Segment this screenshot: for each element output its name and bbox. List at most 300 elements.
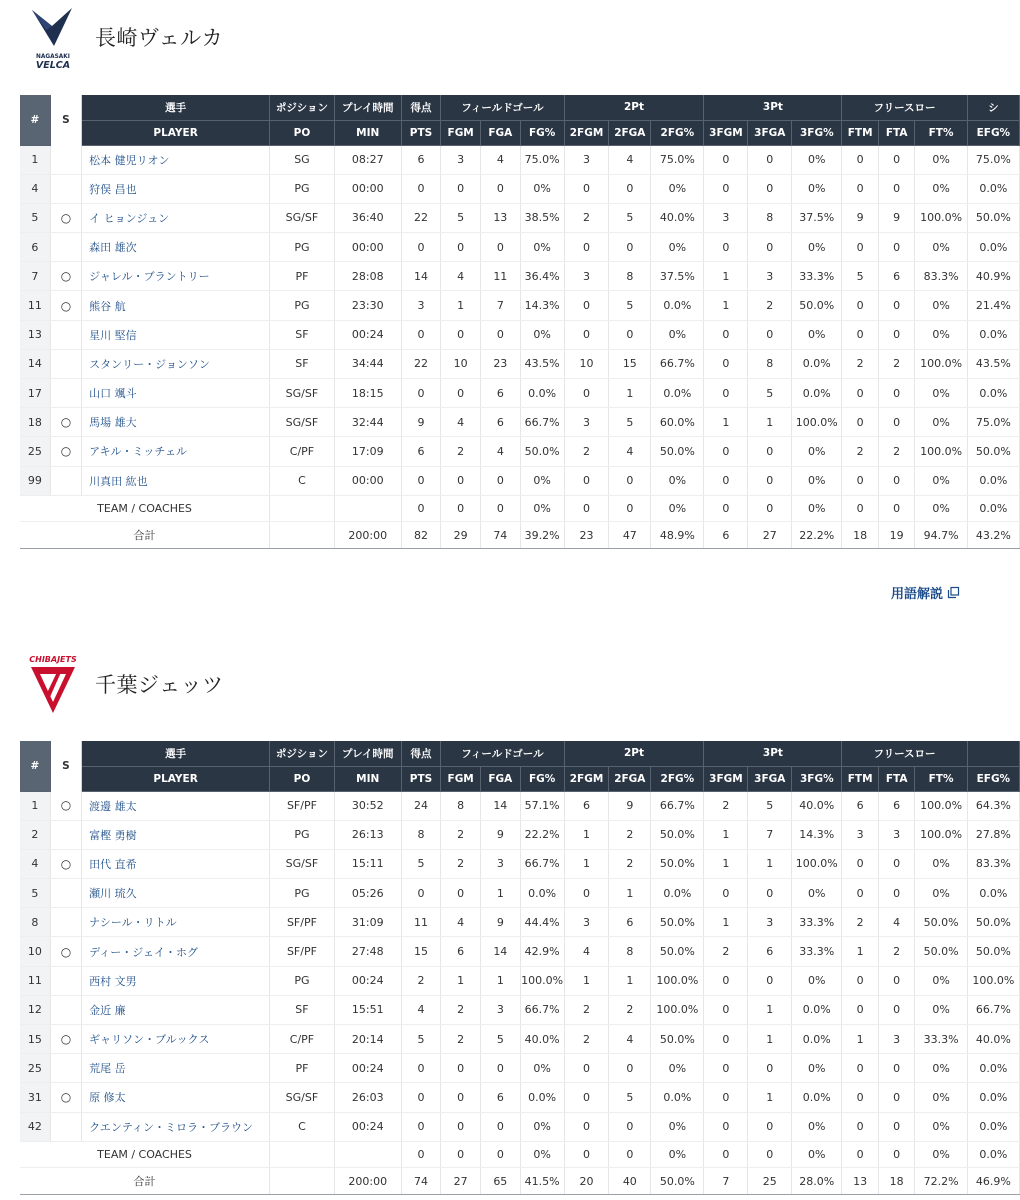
stat-cell: 0: [480, 1141, 520, 1168]
player-row: [20, 233, 1020, 262]
total-pos: [270, 1168, 335, 1195]
team-section-chibajets: [0, 645, 1015, 1188]
stat-cell: 0: [878, 849, 915, 878]
player-name-link[interactable]: 富樫 勇樹: [82, 820, 270, 849]
total-minutes: 200:00: [334, 1168, 401, 1195]
player-number: 14: [20, 349, 50, 378]
stat-cell: 0: [748, 233, 792, 262]
stat-cell: 11: [401, 908, 441, 937]
stat-cell: 0: [842, 849, 879, 878]
stat-cell: 0.0%: [792, 1025, 842, 1054]
team-coaches-pos: [270, 495, 335, 522]
velca-logo-top-text: NAGASAKI: [36, 54, 70, 60]
player-number: 25: [20, 437, 50, 466]
stat-cell: 1: [704, 849, 748, 878]
stat-cell: 0%: [792, 233, 842, 262]
player-name-link[interactable]: 渡邊 雄太: [82, 791, 270, 820]
stat-cell: 50.0%: [915, 908, 967, 937]
stat-cell: 50.0%: [792, 291, 842, 320]
col-header-3fga: 3FGA: [748, 766, 792, 791]
player-row: [20, 879, 1020, 908]
stat-cell: 2: [441, 437, 481, 466]
stat-cell: 0: [564, 879, 609, 908]
stat-cell: 33.3%: [792, 908, 842, 937]
stat-cell: 94.7%: [915, 522, 967, 549]
stat-cell: 3: [564, 262, 609, 291]
col-group-shooting: シ: [967, 95, 1019, 120]
stat-cell: 0: [441, 495, 481, 522]
col-header-fgpct: FG%: [520, 120, 564, 145]
stat-cell: 1: [441, 966, 481, 995]
team-coaches-label: TEAM / COACHES: [20, 495, 270, 522]
player-name-link[interactable]: 馬場 雄大: [82, 408, 270, 437]
player-position: C/PF: [270, 437, 335, 466]
stat-cell: 0: [878, 233, 915, 262]
player-name-link[interactable]: 西村 文男: [82, 966, 270, 995]
player-position: SF: [270, 995, 335, 1024]
stat-cell: 74: [401, 1168, 441, 1195]
col-group-3pt: 3Pt: [704, 741, 842, 766]
stat-cell: 0: [748, 437, 792, 466]
stat-cell: 0: [842, 1141, 879, 1168]
stat-cell: 0: [564, 1141, 609, 1168]
header-row-en: [20, 120, 1020, 145]
col-header-num: #: [20, 741, 50, 791]
stat-cell: 83.3%: [967, 849, 1019, 878]
starter-mark: ○: [50, 437, 81, 466]
stat-cell: 14.3%: [520, 291, 564, 320]
col-header-2fga: 2FGA: [609, 120, 651, 145]
stat-cell: 0.0%: [967, 233, 1019, 262]
stat-cell: 0: [609, 1054, 651, 1083]
header-row-jp: [20, 741, 1020, 766]
starter-mark: [50, 966, 81, 995]
stat-cell: 0: [564, 1083, 609, 1112]
stat-cell: 20: [564, 1168, 609, 1195]
stat-cell: 0.0%: [792, 1083, 842, 1112]
stat-cell: 11: [480, 262, 520, 291]
player-number: 99: [20, 466, 50, 495]
col-header-fga: FGA: [480, 120, 520, 145]
stat-cell: 6: [609, 908, 651, 937]
stat-cell: 0%: [915, 379, 967, 408]
stat-cell: 5: [401, 849, 441, 878]
stat-cell: 2: [878, 349, 915, 378]
stat-cell: 0: [564, 174, 609, 203]
stat-cell: 0: [748, 495, 792, 522]
player-name-link[interactable]: イ ヒョンジュン: [82, 203, 270, 232]
stat-cell: 6: [704, 522, 748, 549]
player-number: 42: [20, 1112, 50, 1141]
stat-cell: 0%: [792, 466, 842, 495]
starter-mark: ○: [50, 262, 81, 291]
stat-cell: 0: [441, 1141, 481, 1168]
stat-cell: 100.0%: [792, 408, 842, 437]
boxscore-table-wrapper[interactable]: [20, 741, 1015, 1195]
stat-cell: 0: [842, 966, 879, 995]
player-row: [20, 379, 1020, 408]
stat-cell: 83.3%: [915, 262, 967, 291]
stat-cell: 0.0%: [651, 379, 704, 408]
stat-cell: 57.1%: [520, 791, 564, 820]
player-minutes: 00:00: [334, 233, 401, 262]
glossary-link[interactable]: [891, 583, 959, 602]
stat-cell: 0: [564, 233, 609, 262]
stat-cell: 0%: [915, 291, 967, 320]
player-minutes: 23:30: [334, 291, 401, 320]
stat-cell: 50.0%: [915, 937, 967, 966]
stat-cell: 0: [878, 1141, 915, 1168]
stat-cell: 0: [441, 879, 481, 908]
stat-cell: 3: [878, 820, 915, 849]
player-minutes: 20:14: [334, 1025, 401, 1054]
player-row: [20, 203, 1020, 232]
player-name-link[interactable]: スタンリー・ジョンソン: [82, 349, 270, 378]
player-name-link[interactable]: 川真田 紘也: [82, 466, 270, 495]
velca-logo-bottom-text: VELCA: [35, 60, 71, 71]
stat-cell: 0: [878, 320, 915, 349]
stat-cell: 0: [878, 291, 915, 320]
player-position: SG: [270, 145, 335, 174]
stat-cell: 66.7%: [651, 791, 704, 820]
stat-cell: 40.0%: [651, 203, 704, 232]
player-row: [20, 849, 1020, 878]
stat-cell: 0: [401, 879, 441, 908]
stat-cell: 40.0%: [792, 791, 842, 820]
stat-cell: 5: [441, 203, 481, 232]
player-minutes: 00:24: [334, 1112, 401, 1141]
team-coaches-row: [20, 495, 1020, 522]
stat-cell: 66.7%: [967, 995, 1019, 1024]
stat-cell: 0.0%: [520, 379, 564, 408]
stat-cell: 0: [842, 879, 879, 908]
stat-cell: 2: [878, 937, 915, 966]
starter-mark: ○: [50, 408, 81, 437]
stat-cell: 1: [441, 291, 481, 320]
stat-cell: 6: [842, 791, 879, 820]
col-header-efgpct: EFG%: [967, 766, 1019, 791]
col-header-ftm: FTM: [842, 766, 879, 791]
starter-mark: [50, 145, 81, 174]
stat-cell: 2: [842, 437, 879, 466]
stat-cell: 75.0%: [967, 145, 1019, 174]
col-header-efgpct: EFG%: [967, 120, 1019, 145]
stat-cell: 6: [748, 937, 792, 966]
player-name-link[interactable]: ナシール・リトル: [82, 908, 270, 937]
stat-cell: 0%: [651, 320, 704, 349]
total-row: [20, 1168, 1020, 1195]
stat-cell: 60.0%: [651, 408, 704, 437]
player-name-link[interactable]: 田代 直希: [82, 849, 270, 878]
stat-cell: 0: [441, 174, 481, 203]
player-name-link[interactable]: クエンティン・ミロラ・ブラウン: [82, 1112, 270, 1141]
player-position: SG/SF: [270, 379, 335, 408]
stat-cell: 0: [480, 174, 520, 203]
col-group-2pt: 2Pt: [564, 95, 704, 120]
stat-cell: 37.5%: [651, 262, 704, 291]
player-position: SF/PF: [270, 908, 335, 937]
stat-cell: 6: [878, 262, 915, 291]
stat-cell: 13: [480, 203, 520, 232]
col-group-fieldgoal: フィールドゴール: [441, 741, 564, 766]
stat-cell: 0.0%: [967, 1054, 1019, 1083]
col-group-3pt: 3Pt: [704, 95, 842, 120]
player-name-link[interactable]: 原 修太: [82, 1083, 270, 1112]
team-coaches-label: TEAM / COACHES: [20, 1141, 270, 1168]
player-position: PG: [270, 966, 335, 995]
stat-cell: 50.0%: [651, 937, 704, 966]
stat-cell: 0%: [915, 1141, 967, 1168]
col-header-player: PLAYER: [82, 766, 270, 791]
stat-cell: 0: [401, 1054, 441, 1083]
stat-cell: 0: [748, 879, 792, 908]
stat-cell: 8: [609, 937, 651, 966]
stat-cell: 0%: [651, 1141, 704, 1168]
player-name-link[interactable]: 荒尾 岳: [82, 1054, 270, 1083]
col-header-num: #: [20, 95, 50, 145]
player-position: PF: [270, 262, 335, 291]
player-number: 15: [20, 1025, 50, 1054]
stat-cell: 6: [441, 937, 481, 966]
player-minutes: 27:48: [334, 937, 401, 966]
stat-cell: 0.0%: [967, 320, 1019, 349]
total-minutes: 200:00: [334, 522, 401, 549]
team-coaches-min: [334, 495, 401, 522]
stat-cell: 0: [564, 495, 609, 522]
stat-cell: 0: [842, 320, 879, 349]
player-position: SF/PF: [270, 937, 335, 966]
player-name-link[interactable]: 狩俣 昌也: [82, 174, 270, 203]
stat-cell: 65: [480, 1168, 520, 1195]
stat-cell: 100.0%: [651, 966, 704, 995]
stat-cell: 0: [441, 1054, 481, 1083]
stat-cell: 0%: [520, 320, 564, 349]
col-group-2pt: 2Pt: [564, 741, 704, 766]
boxscore-table-wrapper[interactable]: [20, 95, 1011, 549]
starter-mark: [50, 995, 81, 1024]
player-minutes: 00:24: [334, 320, 401, 349]
stat-cell: 0%: [915, 966, 967, 995]
stat-cell: 0.0%: [967, 466, 1019, 495]
stat-cell: 2: [564, 437, 609, 466]
stat-cell: 1: [704, 262, 748, 291]
stat-cell: 38.5%: [520, 203, 564, 232]
stat-cell: 0: [609, 1112, 651, 1141]
stat-cell: 50.0%: [651, 820, 704, 849]
player-name-link[interactable]: 金近 廉: [82, 995, 270, 1024]
stat-cell: 0: [878, 379, 915, 408]
player-name-link[interactable]: 山口 颯斗: [82, 379, 270, 408]
boxscore-table: [20, 95, 1020, 549]
stat-cell: 0%: [915, 995, 967, 1024]
stat-cell: 44.4%: [520, 908, 564, 937]
stat-cell: 0%: [792, 879, 842, 908]
stat-cell: 1: [480, 966, 520, 995]
stat-cell: 100.0%: [651, 995, 704, 1024]
stat-cell: 4: [609, 145, 651, 174]
col-header-pos-jp: ポジション: [270, 95, 335, 120]
col-header-fgpct: FG%: [520, 766, 564, 791]
col-header-pts: PTS: [401, 120, 441, 145]
stat-cell: 0.0%: [967, 1083, 1019, 1112]
starter-mark: ○: [50, 1025, 81, 1054]
stat-cell: 0: [878, 466, 915, 495]
stat-cell: 0: [704, 1025, 748, 1054]
col-header-2fga: 2FGA: [609, 766, 651, 791]
stat-cell: 9: [878, 203, 915, 232]
external-link-icon: [948, 587, 959, 598]
stat-cell: 3: [564, 408, 609, 437]
starter-mark: ○: [50, 937, 81, 966]
stat-cell: 0: [748, 1054, 792, 1083]
team-name: 長崎ヴェルカ: [95, 26, 224, 50]
stat-cell: 47: [609, 522, 651, 549]
player-position: C: [270, 1112, 335, 1141]
stat-cell: 1: [704, 291, 748, 320]
stat-cell: 28.0%: [792, 1168, 842, 1195]
stat-cell: 0: [704, 379, 748, 408]
stat-cell: 0%: [915, 320, 967, 349]
stat-cell: 2: [748, 291, 792, 320]
col-header-fta: FTA: [878, 120, 915, 145]
player-name-link[interactable]: 森田 雄次: [82, 233, 270, 262]
player-minutes: 15:51: [334, 995, 401, 1024]
stat-cell: 27.8%: [967, 820, 1019, 849]
stat-cell: 22: [401, 203, 441, 232]
player-name-link[interactable]: 星川 堅信: [82, 320, 270, 349]
stat-cell: 0: [878, 495, 915, 522]
player-position: SG/SF: [270, 203, 335, 232]
stat-cell: 0: [842, 466, 879, 495]
stat-cell: 0: [704, 879, 748, 908]
total-row: [20, 522, 1020, 549]
stat-cell: 46.9%: [967, 1168, 1019, 1195]
player-name-link[interactable]: 熊谷 航: [82, 291, 270, 320]
stat-cell: 6: [401, 145, 441, 174]
col-header-min-jp: プレイ時間: [334, 741, 401, 766]
total-label: 合計: [20, 522, 270, 549]
stat-cell: 0%: [915, 495, 967, 522]
stat-cell: 27: [748, 522, 792, 549]
player-position: PG: [270, 820, 335, 849]
stat-cell: 0: [401, 174, 441, 203]
stat-cell: 82: [401, 522, 441, 549]
col-header-3fga: 3FGA: [748, 120, 792, 145]
col-header-ftpct: FT%: [915, 766, 967, 791]
stat-cell: 0: [748, 966, 792, 995]
stat-cell: 0: [878, 995, 915, 1024]
stat-cell: 8: [748, 203, 792, 232]
player-name-link[interactable]: ギャリソン・ブルックス: [82, 1025, 270, 1054]
team-coaches-min: [334, 1141, 401, 1168]
stat-cell: 0: [842, 495, 879, 522]
player-position: PG: [270, 879, 335, 908]
stat-cell: 21.4%: [967, 291, 1019, 320]
player-name-link[interactable]: 松本 健児リオン: [82, 145, 270, 174]
stat-cell: 0: [842, 1112, 879, 1141]
player-name-link[interactable]: 瀬川 琉久: [82, 879, 270, 908]
chibajets-logo-text: CHIBAJETS: [29, 655, 77, 664]
stat-cell: 1: [704, 408, 748, 437]
stat-cell: 66.7%: [520, 408, 564, 437]
stat-cell: 2: [441, 1025, 481, 1054]
stat-cell: 0: [401, 466, 441, 495]
player-number: 17: [20, 379, 50, 408]
player-number: 25: [20, 1054, 50, 1083]
stat-cell: 50.0%: [967, 437, 1019, 466]
starter-mark: [50, 879, 81, 908]
stat-cell: 0.0%: [651, 1083, 704, 1112]
stat-cell: 0: [609, 495, 651, 522]
stat-cell: 0: [878, 879, 915, 908]
stat-cell: 0%: [915, 145, 967, 174]
stat-cell: 75.0%: [651, 145, 704, 174]
player-row: [20, 1112, 1020, 1141]
stat-cell: 0: [878, 174, 915, 203]
stat-cell: 2: [441, 995, 481, 1024]
player-row: [20, 1054, 1020, 1083]
player-name-link[interactable]: アキル・ミッチェル: [82, 437, 270, 466]
stat-cell: 0: [609, 233, 651, 262]
stat-cell: 4: [441, 262, 481, 291]
player-number: 31: [20, 1083, 50, 1112]
stat-cell: 0: [480, 1054, 520, 1083]
stat-cell: 41.5%: [520, 1168, 564, 1195]
stat-cell: 0%: [915, 1054, 967, 1083]
stat-cell: 0%: [520, 495, 564, 522]
stat-cell: 4: [480, 437, 520, 466]
col-header-pts: PTS: [401, 766, 441, 791]
stat-cell: 5: [842, 262, 879, 291]
stat-cell: 0: [842, 174, 879, 203]
stat-cell: 74: [480, 522, 520, 549]
player-minutes: 30:52: [334, 791, 401, 820]
stat-cell: 0: [748, 174, 792, 203]
player-name-link[interactable]: ジャレル・ブラントリー: [82, 262, 270, 291]
player-minutes: 36:40: [334, 203, 401, 232]
stat-cell: 0%: [915, 1112, 967, 1141]
stat-cell: 50.0%: [651, 1025, 704, 1054]
stat-cell: 0%: [792, 145, 842, 174]
player-row: [20, 291, 1020, 320]
stat-cell: 3: [441, 145, 481, 174]
stat-cell: 0%: [651, 1112, 704, 1141]
col-header-fta: FTA: [878, 766, 915, 791]
player-row: [20, 262, 1020, 291]
player-row: [20, 408, 1020, 437]
player-position: PG: [270, 174, 335, 203]
team-coaches-row: [20, 1141, 1020, 1168]
col-header-3fgm: 3FGM: [704, 120, 748, 145]
col-group-shooting: [967, 741, 1019, 766]
stat-cell: 2: [441, 820, 481, 849]
player-name-link[interactable]: ディー・ジェイ・ホグ: [82, 937, 270, 966]
col-header-starter: S: [50, 95, 81, 145]
stat-cell: 0: [842, 233, 879, 262]
player-minutes: 26:13: [334, 820, 401, 849]
stat-cell: 2: [878, 437, 915, 466]
stat-cell: 6: [480, 1083, 520, 1112]
player-row: [20, 1083, 1020, 1112]
stat-cell: 8: [609, 262, 651, 291]
stat-cell: 50.0%: [520, 437, 564, 466]
stat-cell: 3: [842, 820, 879, 849]
stat-cell: 1: [748, 1025, 792, 1054]
stat-cell: 0%: [915, 233, 967, 262]
stat-cell: 4: [401, 995, 441, 1024]
stat-cell: 3: [401, 291, 441, 320]
velca-logo-icon: [28, 6, 78, 70]
